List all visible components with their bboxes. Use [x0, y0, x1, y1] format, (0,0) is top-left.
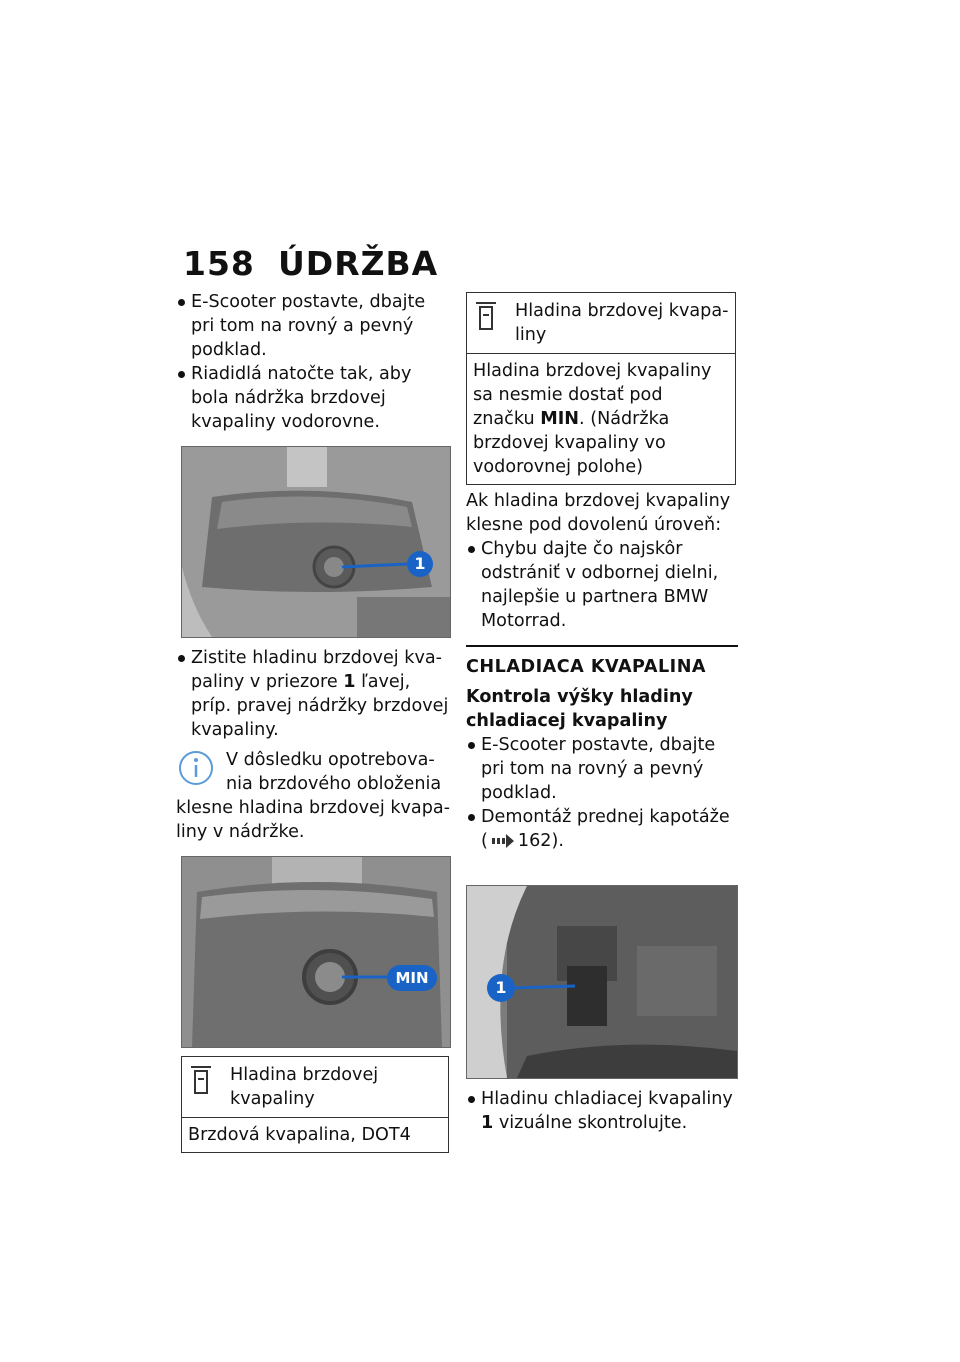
coolant-photo: [466, 885, 738, 1079]
page-number: 158: [183, 244, 255, 283]
table-header: [467, 293, 735, 354]
paragraph: Ak hladina brzdovej kvapaliny klesne pod dovolenú úroveň:: [466, 491, 731, 535]
brake-reservoir-photo: [181, 446, 451, 638]
page-link[interactable]: 162: [517, 831, 552, 851]
list-item: Demontáž prednej kapotáže ( 162).: [466, 805, 738, 853]
callout-min: MIN: [387, 965, 437, 991]
section-heading: CHLADIACA KVAPALINA: [466, 657, 707, 677]
info-note: [176, 748, 451, 844]
arrow-right-icon: [492, 834, 514, 848]
page-header: [183, 244, 438, 283]
left-column: [176, 290, 451, 1153]
fluid-level-table: [466, 292, 736, 485]
fluid-level-icon: [473, 299, 499, 333]
list-item: Zistite hladinu brzdovej kvapaliny v priezore 1 ľavej, príp. pravej nádržky brzdovej kvapaliny.: [176, 646, 451, 742]
min-marking-illustration: [182, 857, 450, 1047]
fluid-level-icon: [188, 1063, 214, 1097]
table-body: Brzdová kvapalina, DOT4: [188, 1125, 411, 1145]
section-title: ÚDRŽBA: [278, 244, 439, 283]
list-item: Riadidlá natočte tak, aby bola nádržka brzdovej kvapaliny vodorovne.: [176, 362, 451, 434]
list-item: E-Scooter postavte, dbajte pri tom na rovný a pevný podklad.: [466, 733, 738, 805]
table-body: Hladina brzdovej kvapaliny sa nesmie dostať pod značku MIN. (Nádržka brzdovej kvapaliny vo vodorovnej polohe): [473, 361, 712, 477]
table-header: [182, 1057, 448, 1118]
table-title: Hladina brzdovej kvapaliny: [230, 1065, 379, 1109]
table-title: Hladina brzdovej kvapaliny: [515, 301, 729, 345]
list-item: Hladinu chladiacej kvapaliny 1 vizuálne skontrolujte.: [466, 1087, 738, 1135]
note-text: V dôsledku opotrebovania brzdového obloženia klesne hladina brzdovej kvapaliny v nádržke.: [176, 750, 451, 842]
list-item: E-Scooter postavte, dbajte pri tom na rovný a pevný podklad.: [176, 290, 451, 362]
brake-reservoir-illustration: [182, 447, 450, 637]
section-divider: [466, 645, 738, 647]
min-marking-photo: [181, 856, 451, 1048]
right-column: [466, 292, 738, 1135]
fluid-spec-table: [181, 1056, 449, 1153]
subsection-heading: Kontrola výšky hladiny chladiacej kvapaliny: [466, 687, 693, 731]
list-item: Chybu dajte čo najskôr odstrániť v odbornej dielni, najlepšie u partnera BMW Motorrad.: [466, 537, 738, 633]
callout-1: 1: [487, 974, 515, 1002]
info-icon: [176, 748, 216, 788]
callout-1: 1: [407, 551, 433, 577]
